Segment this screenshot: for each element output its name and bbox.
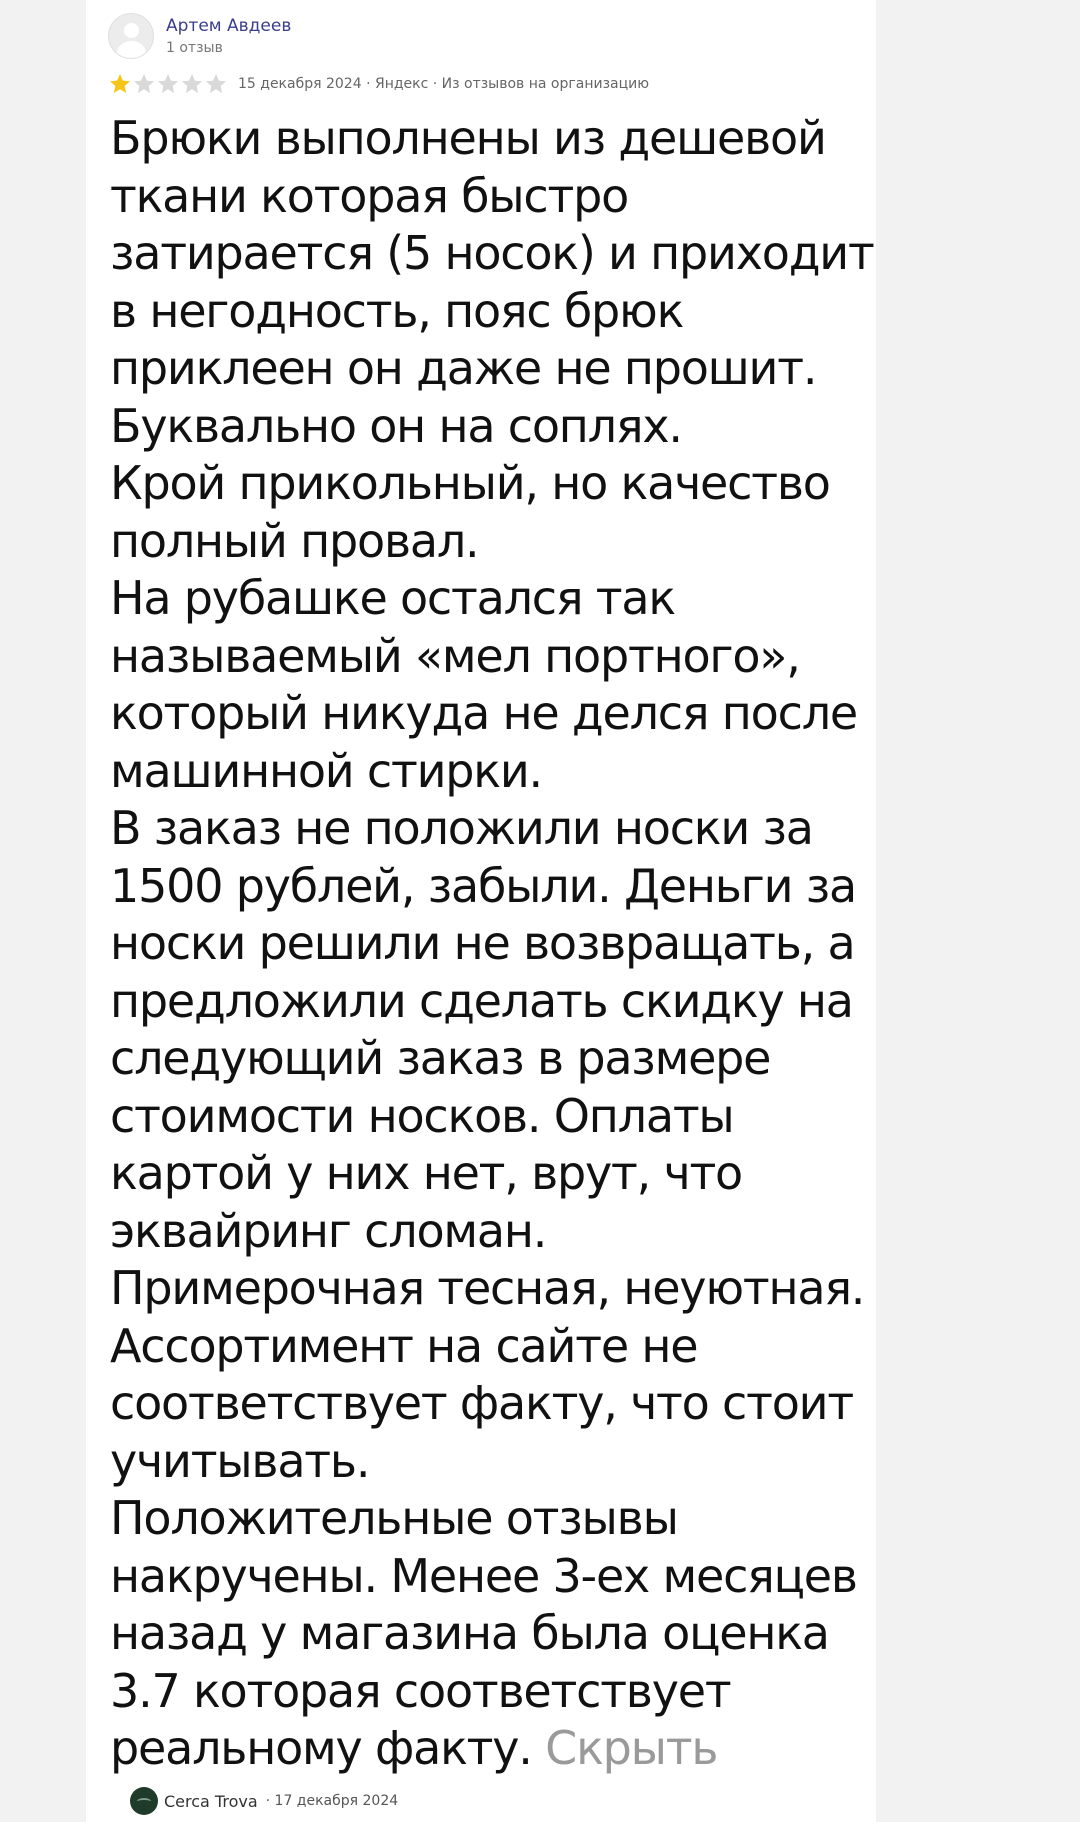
business-logo-icon <box>130 1787 158 1815</box>
business-reply-header[interactable] <box>130 1786 398 1816</box>
review-text-line <box>110 1375 870 1433</box>
review-text-line <box>110 1433 870 1491</box>
review-text-line-content: На рубашке остался так <box>110 571 675 625</box>
review-text-line-content: машинной стирки. <box>110 743 542 798</box>
author-name[interactable]: Артем Авдеев <box>166 16 292 36</box>
review-text-line-content: соответствует факту, что стоит <box>110 1376 853 1430</box>
review-text-line <box>110 915 870 973</box>
review-text-line-content: затирается (5 носок) и приходит <box>110 226 874 280</box>
review-text-line <box>110 1030 870 1088</box>
review-text-line-content: реальному факту. <box>110 1721 532 1775</box>
review-text-line-content: приклеен он даже не прошит. <box>110 341 817 395</box>
review-text-line-content: называемый «мел портного», <box>110 628 800 683</box>
review-text-line <box>110 1548 870 1606</box>
review-text-line-content: В заказ не положили носки за <box>110 801 813 855</box>
review-text-line <box>110 800 870 858</box>
review-text-line-content: накручены. Менее 3-ех месяцев <box>110 1548 857 1603</box>
review-text-line-content: учитывать. <box>110 1433 370 1488</box>
hide-review-link[interactable]: Скрыть <box>545 1721 718 1775</box>
review-text-line <box>110 1663 870 1721</box>
author-meta <box>166 15 291 57</box>
review-text-line-content: следующий заказ в размере <box>110 1031 771 1085</box>
review-text-line <box>110 455 870 513</box>
review-text-line-content: 1500 рублей, забыли. Деньги за <box>110 858 856 913</box>
review-text-line <box>110 973 870 1031</box>
review-text-line <box>110 743 870 801</box>
review-text-line <box>110 1203 870 1261</box>
star-empty-icon <box>132 72 156 96</box>
review-card <box>86 0 876 1822</box>
review-text-line-content: который никуда не делся после <box>110 686 857 740</box>
review-text-line-content: 3.7 которая соответствует <box>110 1663 731 1718</box>
review-text-line-content: Крой прикольный, но качество <box>110 456 830 510</box>
star-empty-icon <box>180 72 204 96</box>
review-text-line <box>110 110 870 168</box>
review-text-line-content: Брюки выполнены из дешевой <box>110 111 826 165</box>
avatar-head-shape <box>124 23 139 38</box>
review-text-line <box>110 513 870 571</box>
review-text-line <box>110 685 870 743</box>
review-text-line <box>110 1088 870 1146</box>
review-text-line-content: полный провал. <box>110 513 479 568</box>
avatar-body-shape <box>117 41 146 59</box>
review-text-line <box>110 340 870 398</box>
review-text-line <box>110 1605 870 1663</box>
review-text-line-content: предложили сделать скидку на <box>110 973 853 1028</box>
author-reviews-count: 1 отзыв <box>166 40 223 56</box>
star-empty-icon <box>204 72 228 96</box>
review-text-line <box>110 1490 870 1548</box>
review-meta: 15 декабря 2024 · Яндекс · Из отзывов на организацию <box>238 76 650 92</box>
review-text <box>110 110 874 1778</box>
review-text-line <box>110 225 874 283</box>
review-text-line <box>110 1145 870 1203</box>
review-text-line <box>110 283 870 341</box>
review-text-line-content: картой у них нет, врут, что <box>110 1146 742 1200</box>
review-text-line <box>110 628 870 686</box>
business-name: Cerca Trova <box>164 1791 258 1811</box>
review-text-line-content: ткани которая быстро <box>110 168 629 223</box>
review-text-line <box>110 1720 870 1778</box>
review-text-line-content: Положительные отзывы <box>110 1491 678 1545</box>
reply-date: · 17 декабря 2024 <box>265 1793 399 1809</box>
star-empty-icon <box>156 72 180 96</box>
review-text-line-content: стоимости носков. Оплаты <box>110 1088 734 1143</box>
review-text-line-content: назад у магазина была оценка <box>110 1606 829 1660</box>
star-filled-icon <box>108 72 132 96</box>
review-text-line-content: Примерочная тесная, неуютная. <box>110 1261 865 1315</box>
rating-row <box>108 72 649 96</box>
star-rating <box>108 72 228 96</box>
review-header <box>108 12 291 60</box>
review-text-line <box>110 1260 870 1318</box>
review-text-line-content: носки решили не возвращать, а <box>110 916 855 970</box>
review-text-line <box>110 858 870 916</box>
review-text-line-content: в негодность, пояс брюк <box>110 283 684 338</box>
review-text-line-content: Буквально он на соплях. <box>110 398 682 453</box>
avatar[interactable] <box>108 13 154 59</box>
review-text-line <box>110 168 870 226</box>
review-text-line <box>110 1318 870 1376</box>
review-text-line <box>110 398 870 456</box>
review-text-line <box>110 570 870 628</box>
review-text-line-content: эквайринг сломан. <box>110 1203 547 1258</box>
review-text-line-content: Ассортимент на сайте не <box>110 1318 698 1373</box>
